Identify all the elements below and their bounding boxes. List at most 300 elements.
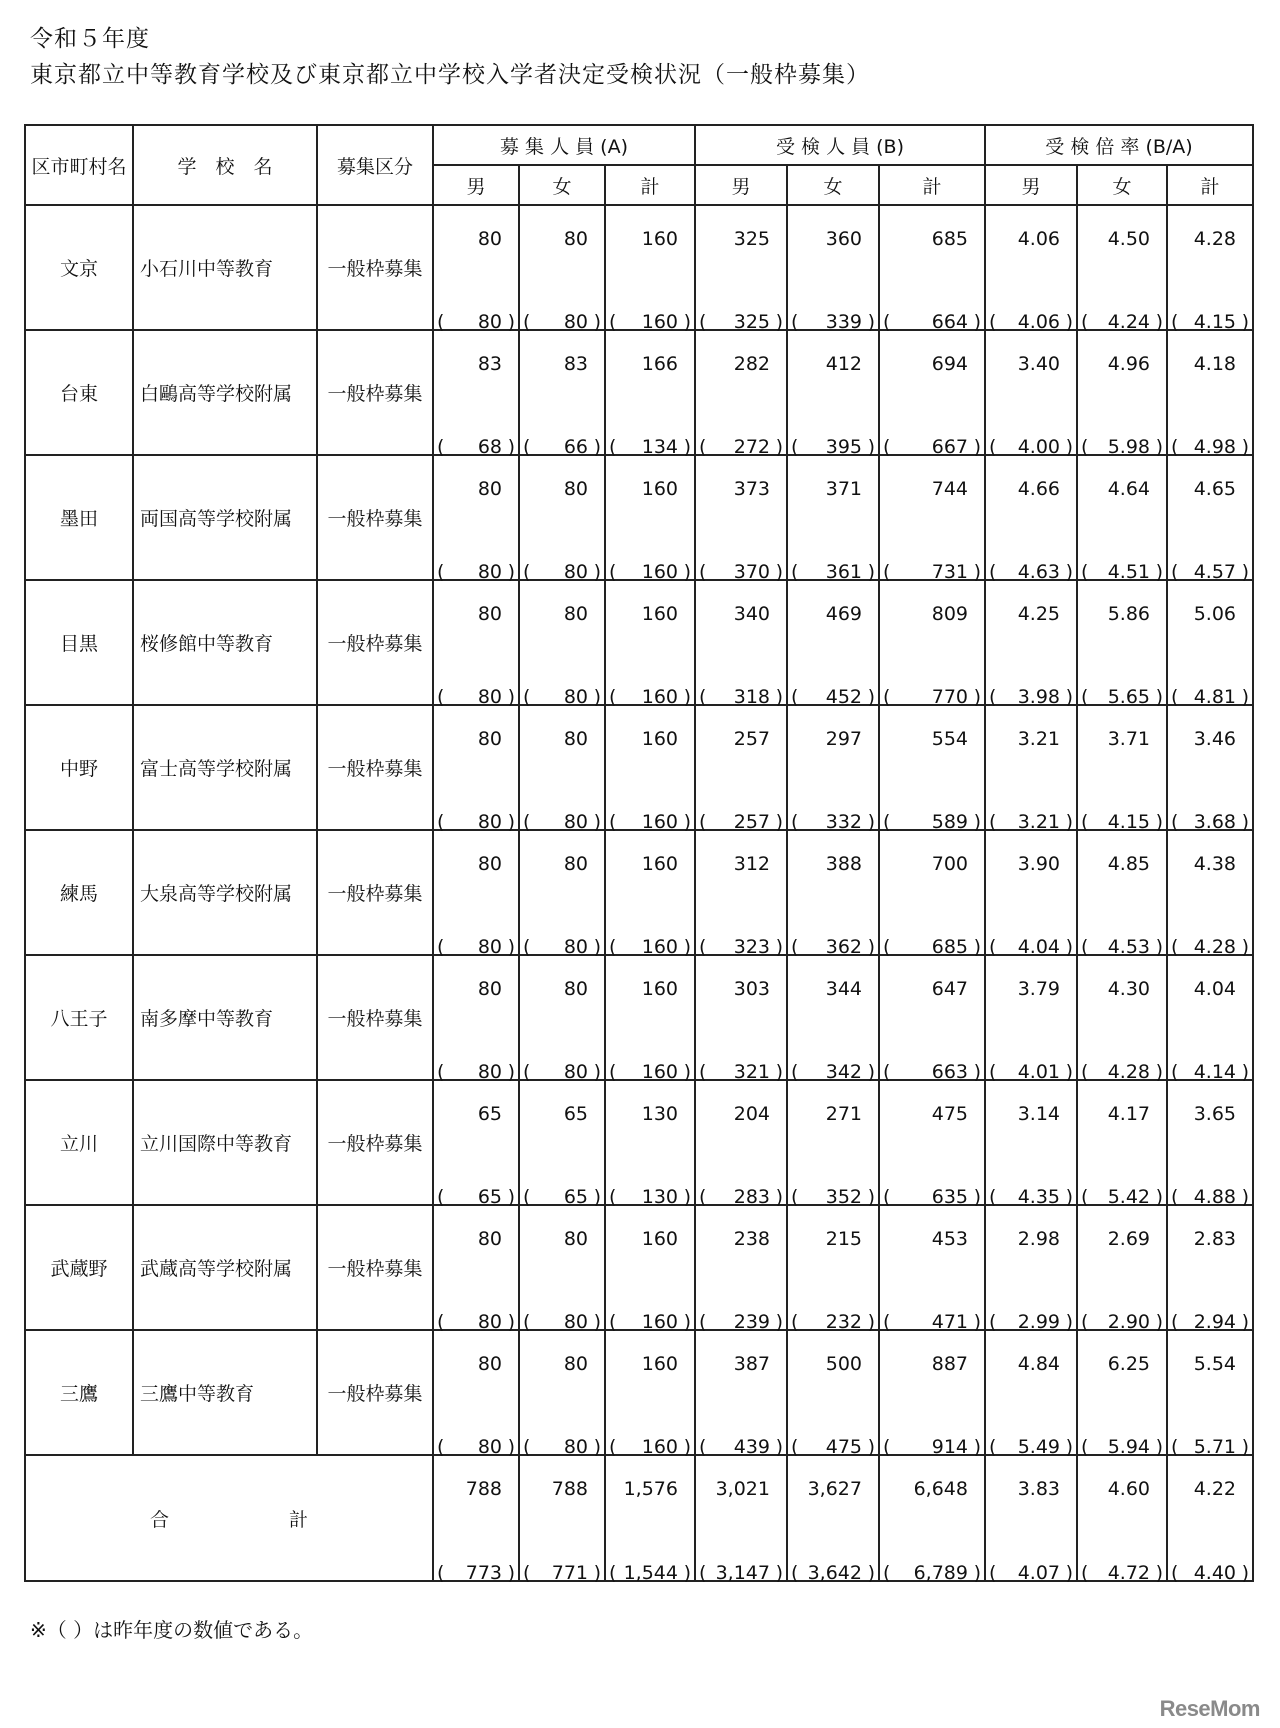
district-name: 墨田 (25, 455, 133, 580)
previous-value-text: 635 (931, 1186, 968, 1208)
open-paren: ( (523, 1186, 531, 1208)
close-paren: ) (1155, 1061, 1163, 1083)
total-row (25, 1455, 1253, 1581)
previous-value-text: 80 (563, 311, 588, 333)
school-name: 白鷗高等学校附属 (133, 330, 317, 455)
close-paren: ) (683, 436, 691, 458)
previous-value-text: 4.14 (1193, 1061, 1237, 1083)
close-paren: ) (1241, 1562, 1250, 1584)
open-paren: ( (523, 1311, 531, 1333)
recruit-category: 一般枠募集 (317, 455, 433, 580)
close-paren: ) (867, 1562, 875, 1584)
district-name: 三鷹 (25, 1330, 133, 1455)
close-paren: ) (683, 1311, 691, 1333)
close-paren: ) (507, 811, 515, 833)
value-cell (787, 955, 879, 1083)
close-paren: ) (1155, 1311, 1163, 1333)
header-total: 計 (605, 165, 695, 205)
close-paren: ) (1155, 811, 1163, 833)
header-total: 計 (1167, 165, 1253, 205)
header-school: 学 校 名 (133, 125, 317, 205)
value-cell (605, 830, 695, 958)
value-cell (879, 205, 985, 333)
value-cell (1077, 830, 1167, 958)
previous-value-text: 770 (931, 686, 968, 708)
close-paren: ) (1241, 436, 1250, 458)
open-paren: ( (437, 561, 445, 583)
open-paren: ( (883, 561, 891, 583)
close-paren: ) (507, 1186, 515, 1208)
close-paren: ) (1065, 1061, 1073, 1083)
value-cell (695, 1080, 787, 1208)
close-paren: ) (593, 311, 601, 333)
previous-value-text: 3,642 (807, 1562, 862, 1584)
open-paren: ( (1171, 436, 1179, 458)
open-paren: ( (1171, 936, 1179, 958)
current-value: 412 (825, 353, 862, 375)
table-row (25, 830, 1253, 955)
current-value: 3.65 (1193, 1103, 1237, 1125)
current-value: 80 (477, 603, 502, 625)
close-paren: ) (593, 436, 601, 458)
current-value: 80 (563, 603, 588, 625)
close-paren: ) (507, 1436, 515, 1458)
value-cell (605, 580, 695, 708)
header-district: 区市町村名 (25, 125, 133, 205)
close-paren: ) (973, 1562, 981, 1584)
value-cell (519, 1080, 605, 1208)
close-paren: ) (1065, 1436, 1073, 1458)
current-value: 685 (931, 228, 968, 250)
header-applicants: 受 検 人 員 (B) (695, 125, 985, 165)
current-value: 80 (563, 728, 588, 750)
open-paren: ( (609, 936, 617, 958)
table-row (25, 580, 1253, 705)
previous-value-text: 4.81 (1193, 686, 1237, 708)
open-paren: ( (699, 561, 707, 583)
previous-value-text: 475 (825, 1436, 862, 1458)
open-paren: ( (523, 1436, 531, 1458)
previous-value-text: 5.42 (1107, 1186, 1150, 1208)
current-value: 5.06 (1193, 603, 1237, 625)
open-paren: ( (699, 1311, 707, 1333)
previous-value-text: 5.98 (1107, 436, 1150, 458)
close-paren: ) (683, 686, 691, 708)
open-paren: ( (523, 436, 531, 458)
school-name: 両国高等学校附属 (133, 455, 317, 580)
close-paren: ) (1155, 1562, 1163, 1584)
previous-value-text: 4.04 (1017, 936, 1060, 958)
current-value: 303 (733, 978, 770, 1000)
header-category: 募集区分 (317, 125, 433, 205)
current-value: 80 (563, 978, 588, 1000)
value-cell (1167, 830, 1253, 958)
current-value: 387 (733, 1353, 770, 1375)
open-paren: ( (883, 1061, 891, 1083)
previous-value-text: 589 (931, 811, 968, 833)
value-cell (695, 955, 787, 1083)
open-paren: ( (1081, 1562, 1089, 1584)
current-value: 340 (733, 603, 770, 625)
current-value: 4.06 (1017, 228, 1060, 250)
open-paren: ( (883, 686, 891, 708)
previous-value-text: 1,544 (623, 1562, 678, 1584)
open-paren: ( (791, 811, 799, 833)
open-paren: ( (609, 311, 617, 333)
value-cell (787, 580, 879, 708)
previous-value-text: 370 (733, 561, 770, 583)
current-value: 80 (477, 228, 502, 250)
previous-value-text: 664 (931, 311, 968, 333)
current-value: 4.85 (1107, 853, 1150, 875)
current-value: 325 (733, 228, 770, 250)
value-cell (519, 330, 605, 458)
current-value: 4.66 (1017, 478, 1060, 500)
table-row (25, 705, 1253, 830)
open-paren: ( (1081, 1061, 1089, 1083)
open-paren: ( (609, 1562, 617, 1584)
open-paren: ( (609, 1186, 617, 1208)
header-female: 女 (787, 165, 879, 205)
value-cell (519, 830, 605, 958)
close-paren: ) (973, 311, 981, 333)
close-paren: ) (593, 686, 601, 708)
table-row (25, 1205, 1253, 1330)
current-value: 4.17 (1107, 1103, 1150, 1125)
close-paren: ) (973, 811, 981, 833)
previous-value-text: 4.24 (1107, 311, 1150, 333)
close-paren: ) (1241, 936, 1250, 958)
current-value: 500 (825, 1353, 862, 1375)
close-paren: ) (973, 436, 981, 458)
value-cell (985, 580, 1077, 708)
school-name: 立川国際中等教育 (133, 1080, 317, 1205)
close-paren: ) (1241, 1061, 1250, 1083)
school-name: 富士高等学校附属 (133, 705, 317, 830)
value-cell (1077, 330, 1167, 458)
close-paren: ) (1155, 436, 1163, 458)
current-value: 4.18 (1193, 353, 1237, 375)
previous-value-text: 362 (825, 936, 862, 958)
district-name: 中野 (25, 705, 133, 830)
previous-value-text: 80 (477, 936, 502, 958)
close-paren: ) (1241, 561, 1250, 583)
previous-value-text: 4.57 (1193, 561, 1237, 583)
school-name: 桜修館中等教育 (133, 580, 317, 705)
open-paren: ( (1171, 1061, 1179, 1083)
close-paren: ) (973, 686, 981, 708)
close-paren: ) (1065, 811, 1073, 833)
value-cell (519, 1205, 605, 1333)
open-paren: ( (791, 686, 799, 708)
current-value: 4.84 (1017, 1353, 1060, 1375)
value-cell (605, 1330, 695, 1458)
open-paren: ( (523, 936, 531, 958)
previous-value-text: 4.40 (1193, 1562, 1237, 1584)
district-name: 台東 (25, 330, 133, 455)
current-value: 4.50 (1107, 228, 1150, 250)
previous-value-text: 3.68 (1193, 811, 1237, 833)
value-cell (879, 1080, 985, 1208)
value-cell (787, 1330, 879, 1458)
open-paren: ( (437, 686, 445, 708)
open-paren: ( (699, 686, 707, 708)
previous-value-text: 160 (641, 561, 678, 583)
value-cell (1077, 1455, 1167, 1584)
close-paren: ) (867, 436, 875, 458)
open-paren: ( (791, 1311, 799, 1333)
previous-value-text: 332 (825, 811, 862, 833)
open-paren: ( (1081, 936, 1089, 958)
current-value: 204 (733, 1103, 770, 1125)
value-cell (1167, 1080, 1253, 1208)
open-paren: ( (883, 1311, 891, 1333)
value-cell (879, 1455, 985, 1584)
open-paren: ( (699, 936, 707, 958)
value-cell (695, 1455, 787, 1584)
open-paren: ( (1171, 1186, 1179, 1208)
table-row (25, 455, 1253, 580)
previous-value-text: 80 (563, 1311, 588, 1333)
value-cell (787, 1080, 879, 1208)
previous-value-text: 4.28 (1107, 1061, 1150, 1083)
value-cell (605, 1205, 695, 1333)
open-paren: ( (989, 311, 997, 333)
open-paren: ( (1081, 436, 1089, 458)
recruit-category: 一般枠募集 (317, 1080, 433, 1205)
value-cell (695, 1205, 787, 1333)
footnote: ※（ ）は昨年度の数値である。 (30, 1618, 314, 1642)
current-value: 371 (825, 478, 862, 500)
open-paren: ( (1081, 311, 1089, 333)
current-value: 4.38 (1193, 853, 1237, 875)
current-value: 809 (931, 603, 968, 625)
value-cell (1167, 955, 1253, 1083)
current-value: 3.46 (1193, 728, 1237, 750)
open-paren: ( (699, 1436, 707, 1458)
district-name: 練馬 (25, 830, 133, 955)
open-paren: ( (609, 1311, 617, 1333)
value-cell (433, 1205, 519, 1333)
open-paren: ( (523, 686, 531, 708)
value-cell (879, 955, 985, 1083)
current-value: 4.96 (1107, 353, 1150, 375)
previous-value-text: 283 (733, 1186, 770, 1208)
previous-value-text: 160 (641, 1061, 678, 1083)
open-paren: ( (791, 1061, 799, 1083)
open-paren: ( (523, 811, 531, 833)
header-ratio: 受 検 倍 率 (B/A) (985, 125, 1253, 165)
current-value: 65 (477, 1103, 502, 1125)
previous-value-text: 5.65 (1107, 686, 1150, 708)
current-value: 5.86 (1107, 603, 1150, 625)
current-value: 160 (641, 228, 678, 250)
current-value: 2.98 (1017, 1228, 1060, 1250)
close-paren: ) (1241, 686, 1250, 708)
open-paren: ( (609, 436, 617, 458)
open-paren: ( (1081, 1186, 1089, 1208)
previous-value-text: 771 (551, 1562, 588, 1584)
previous-value-text: 80 (477, 1311, 502, 1333)
open-paren: ( (1171, 811, 1179, 833)
value-cell (695, 830, 787, 958)
value-cell (985, 1080, 1077, 1208)
value-cell (985, 705, 1077, 833)
previous-value-text: 325 (733, 311, 770, 333)
value-cell (695, 580, 787, 708)
open-paren: ( (883, 936, 891, 958)
previous-value-text: 3,147 (715, 1562, 770, 1584)
previous-value-text: 663 (931, 1061, 968, 1083)
value-cell (879, 705, 985, 833)
table-row (25, 205, 1253, 330)
previous-value-text: 239 (733, 1311, 770, 1333)
close-paren: ) (973, 1186, 981, 1208)
current-value: 166 (641, 353, 678, 375)
current-value: 160 (641, 728, 678, 750)
close-paren: ) (1065, 686, 1073, 708)
current-value: 373 (733, 478, 770, 500)
current-value: 788 (551, 1478, 588, 1500)
value-cell (1077, 1205, 1167, 1333)
close-paren: ) (683, 561, 691, 583)
current-value: 215 (825, 1228, 862, 1250)
open-paren: ( (609, 561, 617, 583)
close-paren: ) (593, 1436, 601, 1458)
value-cell (519, 1455, 605, 1584)
close-paren: ) (973, 1061, 981, 1083)
value-cell (1167, 1330, 1253, 1458)
previous-value-text: 4.15 (1193, 311, 1237, 333)
previous-value-text: 232 (825, 1311, 862, 1333)
current-value: 160 (641, 978, 678, 1000)
close-paren: ) (507, 1562, 515, 1584)
open-paren: ( (1081, 686, 1089, 708)
current-value: 3,021 (715, 1478, 770, 1500)
value-cell (433, 580, 519, 708)
total-label (25, 1455, 433, 1581)
value-cell (605, 1080, 695, 1208)
open-paren: ( (883, 1436, 891, 1458)
previous-value-text: 3.21 (1017, 811, 1060, 833)
recruit-category: 一般枠募集 (317, 580, 433, 705)
current-value: 130 (641, 1103, 678, 1125)
previous-value-text: 160 (641, 1436, 678, 1458)
school-name: 南多摩中等教育 (133, 955, 317, 1080)
value-cell (605, 455, 695, 583)
current-value: 80 (563, 1353, 588, 1375)
previous-value-text: 773 (465, 1562, 502, 1584)
open-paren: ( (437, 1186, 445, 1208)
value-cell (985, 830, 1077, 958)
current-value: 360 (825, 228, 862, 250)
close-paren: ) (1155, 311, 1163, 333)
open-paren: ( (883, 1562, 891, 1584)
current-value: 282 (733, 353, 770, 375)
previous-value-text: 4.51 (1107, 561, 1150, 583)
previous-value-text: 4.72 (1107, 1562, 1150, 1584)
current-value: 3,627 (807, 1478, 862, 1500)
close-paren: ) (775, 561, 783, 583)
previous-value-text: 66 (563, 436, 588, 458)
previous-value-text: 80 (477, 561, 502, 583)
current-value: 83 (477, 353, 502, 375)
district-name: 文京 (25, 205, 133, 330)
open-paren: ( (1081, 1436, 1089, 1458)
open-paren: ( (989, 436, 997, 458)
close-paren: ) (683, 1562, 691, 1584)
value-cell (1167, 1205, 1253, 1333)
close-paren: ) (507, 561, 515, 583)
previous-value-text: 80 (477, 686, 502, 708)
current-value: 80 (563, 228, 588, 250)
current-value: 160 (641, 1228, 678, 1250)
value-cell (433, 455, 519, 583)
open-paren: ( (989, 1311, 997, 1333)
previous-value-text: 134 (641, 436, 678, 458)
previous-value-text: 361 (825, 561, 862, 583)
close-paren: ) (867, 686, 875, 708)
close-paren: ) (973, 1311, 981, 1333)
value-cell (519, 455, 605, 583)
previous-value-text: 4.28 (1193, 936, 1237, 958)
previous-value-text: 80 (563, 1436, 588, 1458)
close-paren: ) (775, 686, 783, 708)
previous-value-text: 160 (641, 811, 678, 833)
previous-value-text: 3.98 (1017, 686, 1060, 708)
previous-value-text: 80 (563, 1061, 588, 1083)
value-cell (1167, 580, 1253, 708)
close-paren: ) (1065, 1186, 1073, 1208)
previous-value-text: 4.35 (1017, 1186, 1060, 1208)
current-value: 744 (931, 478, 968, 500)
close-paren: ) (1241, 811, 1250, 833)
recruit-category: 一般枠募集 (317, 705, 433, 830)
current-value: 65 (563, 1103, 588, 1125)
close-paren: ) (867, 1061, 875, 1083)
value-cell (605, 955, 695, 1083)
recruit-category: 一般枠募集 (317, 205, 433, 330)
admission-status-table (24, 124, 1254, 1582)
close-paren: ) (683, 311, 691, 333)
value-cell (519, 580, 605, 708)
previous-value-text: 323 (733, 936, 770, 958)
open-paren: ( (437, 436, 445, 458)
open-paren: ( (883, 436, 891, 458)
close-paren: ) (1065, 436, 1073, 458)
previous-value-text: 4.98 (1193, 436, 1237, 458)
current-value: 80 (477, 978, 502, 1000)
close-paren: ) (1155, 1436, 1163, 1458)
previous-value-text: 352 (825, 1186, 862, 1208)
open-paren: ( (791, 936, 799, 958)
value-cell (787, 455, 879, 583)
value-cell (433, 705, 519, 833)
value-cell (433, 1080, 519, 1208)
close-paren: ) (593, 561, 601, 583)
previous-value-text: 4.63 (1017, 561, 1060, 583)
open-paren: ( (791, 1562, 799, 1584)
open-paren: ( (883, 811, 891, 833)
close-paren: ) (593, 936, 601, 958)
open-paren: ( (609, 811, 617, 833)
current-value: 887 (931, 1353, 968, 1375)
close-paren: ) (1155, 561, 1163, 583)
previous-value-text: 321 (733, 1061, 770, 1083)
close-paren: ) (775, 1061, 783, 1083)
value-cell (985, 1455, 1077, 1584)
district-name: 目黒 (25, 580, 133, 705)
